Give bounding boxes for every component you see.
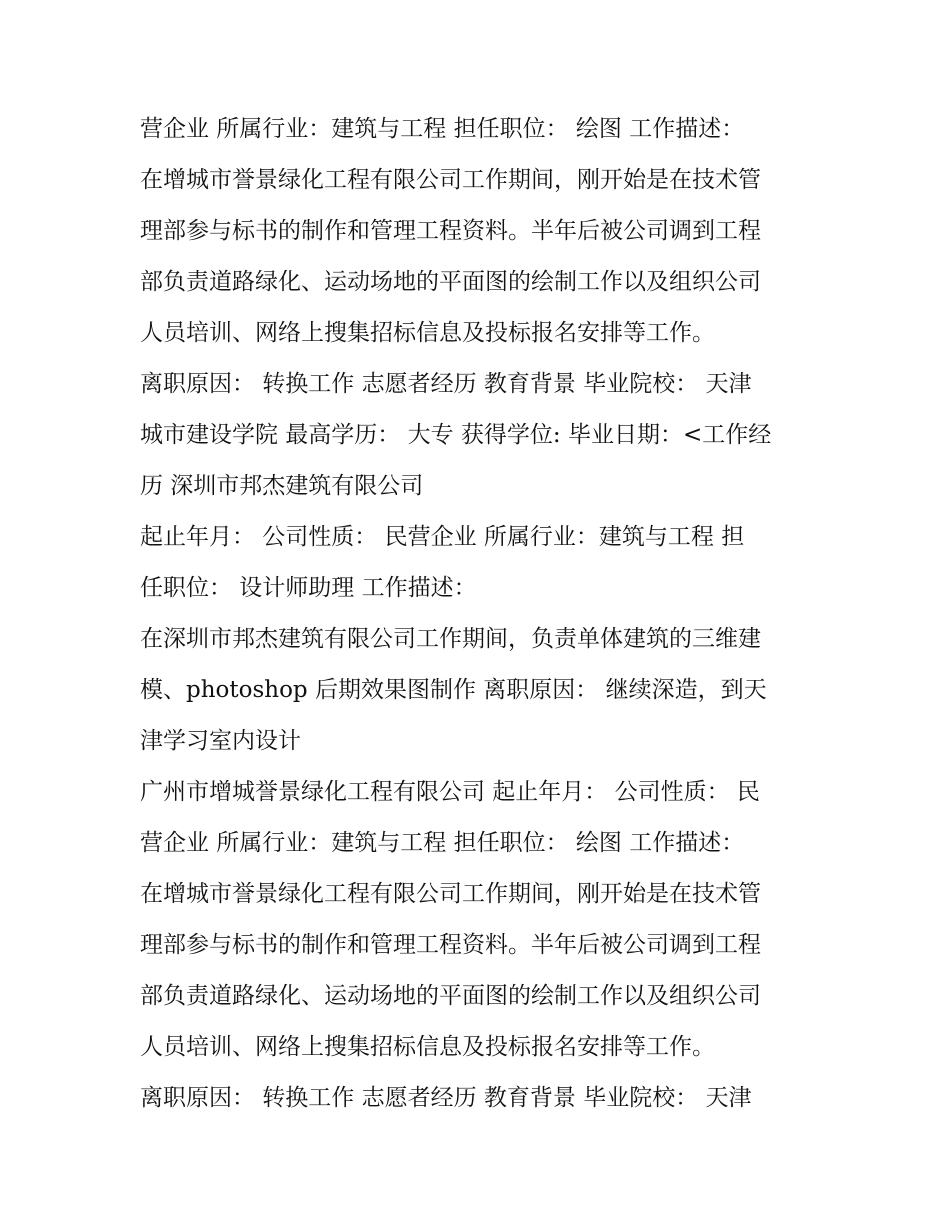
text-line: 营企业 所属行业：建筑与工程 担任职位： 绘图 工作描述： [140,116,745,142]
text-line: 任职位： 设计师助理 工作描述： [140,575,477,601]
text-line: 在深圳市邦杰建筑有限公司工作期间，负责单体建筑的三维建 [140,626,761,652]
text-line: 模、photoshop 后期效果图制作 离职原因： 继续深造，到天 [140,677,767,703]
text-line: 在增城市誉景绿化工程有限公司工作期间，刚开始是在技术管 [140,167,761,193]
text-line: 离职原因： 转换工作 志愿者经历 教育背景 毕业院校： 天津 [140,1085,752,1111]
text-line: 起止年月： 公司性质： 民营企业 所属行业：建筑与工程 担 [140,524,745,550]
text-line: 广州市增城誉景绿化工程有限公司 起止年月： 公司性质： 民 [140,779,760,805]
text-line: 人员培训、网络上搜集招标信息及投标报名安排等工作。 [140,320,715,346]
text-line: 营企业 所属行业：建筑与工程 担任职位： 绘图 工作描述： [140,830,745,856]
text-line: 津学习室内设计 [140,728,301,754]
text-line: 人员培训、网络上搜集招标信息及投标报名安排等工作。 [140,1034,715,1060]
text-line: 理部参与标书的制作和管理工程资料。半年后被公司调到工程 [140,218,761,244]
text-line: 离职原因： 转换工作 志愿者经历 教育背景 毕业院校： 天津 [140,371,752,397]
text-line: 历 深圳市邦杰建筑有限公司 [140,473,424,499]
text-line: 城市建设学院 最高学历： 大专 获得学位: 毕业日期：<工作经 [140,422,772,448]
text-line: 部负责道路绿化、运动场地的平面图的绘制工作以及组织公司 [140,269,761,295]
text-line: 理部参与标书的制作和管理工程资料。半年后被公司调到工程 [140,932,761,958]
text-line: 部负责道路绿化、运动场地的平面图的绘制工作以及组织公司 [140,983,761,1009]
text-line: 在增城市誉景绿化工程有限公司工作期间，刚开始是在技术管 [140,881,761,907]
document-body [140,104,820,1124]
